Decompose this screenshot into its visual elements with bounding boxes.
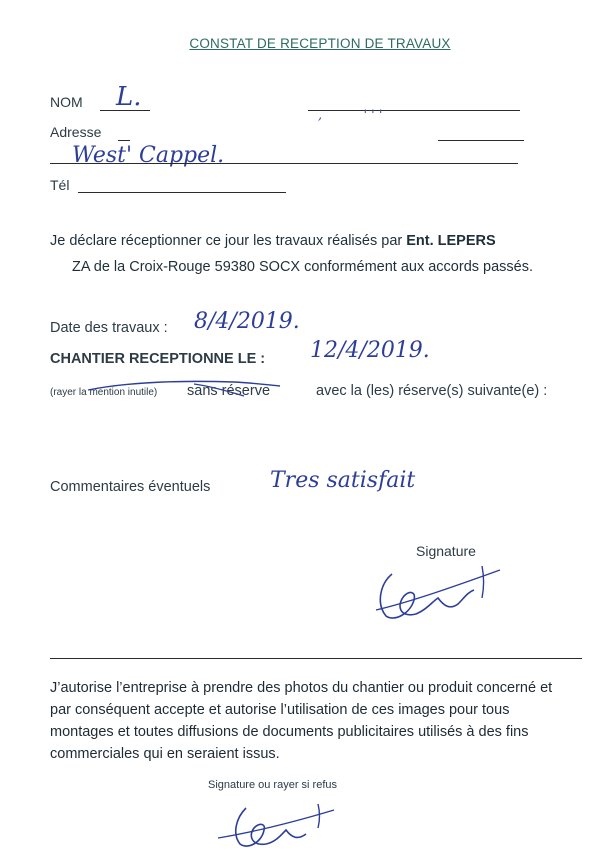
nom-label: NOM [50, 94, 83, 110]
declaration-prefix: Je déclare réceptionner ce jour les travaux réalisés par [50, 233, 407, 249]
document-title: CONSTAT DE RECEPTION DE TRAVAUX [189, 36, 451, 51]
comments-handwritten: Tres satisfait [270, 468, 416, 493]
comments-label: Commentaires éventuels [50, 479, 211, 495]
adresse-line-1 [118, 140, 130, 141]
signature-label: Signature [416, 543, 476, 559]
date-travaux-label: Date des travaux : [50, 320, 168, 336]
authorization-text: J’autorise l’entreprise à prendre des photos du chantier ou produit concerné et par conséquent accepte et autorise l’utilisation de ces images pour tous montages et toutes diffusions de documents publicitaires utilisés à des fins commerciales qui en seraient issus. [50, 680, 553, 762]
tel-line [78, 192, 286, 193]
section-divider [50, 658, 582, 659]
rayer-note: (rayer la mention inutile) [50, 387, 158, 398]
company-name: Ent. LEPERS [406, 233, 496, 249]
nom-ink-marks: , ' ' ' [318, 108, 383, 123]
adresse-line-2 [438, 140, 524, 141]
adresse-handwritten: West' Cappel. [72, 143, 225, 168]
nom-handwritten: L. [116, 82, 142, 112]
adresse-label: Adresse [50, 124, 102, 140]
signature-refus-label: Signature ou rayer si refus [208, 779, 338, 791]
avec-reserve: avec la (les) réserve(s) suivante(e) : [316, 383, 548, 399]
date-travaux-handwritten: 8/4/2019. [194, 309, 300, 334]
adresse-line-3 [50, 163, 518, 164]
signature-1 [370, 562, 520, 628]
chantier-date-handwritten: 12/4/2019. [310, 338, 430, 363]
declaration-line-2: ZA de la Croix-Rouge 59380 SOCX conformément aux accords passés. [72, 259, 534, 275]
tel-label: Tél [50, 177, 70, 193]
chantier-label: CHANTIER RECEPTIONNE LE : [50, 351, 266, 367]
signature-2 [214, 798, 354, 856]
sans-reserve: sans réserve [187, 383, 271, 399]
strikethrough-mark [84, 378, 284, 408]
declaration-line-1 [50, 233, 496, 249]
